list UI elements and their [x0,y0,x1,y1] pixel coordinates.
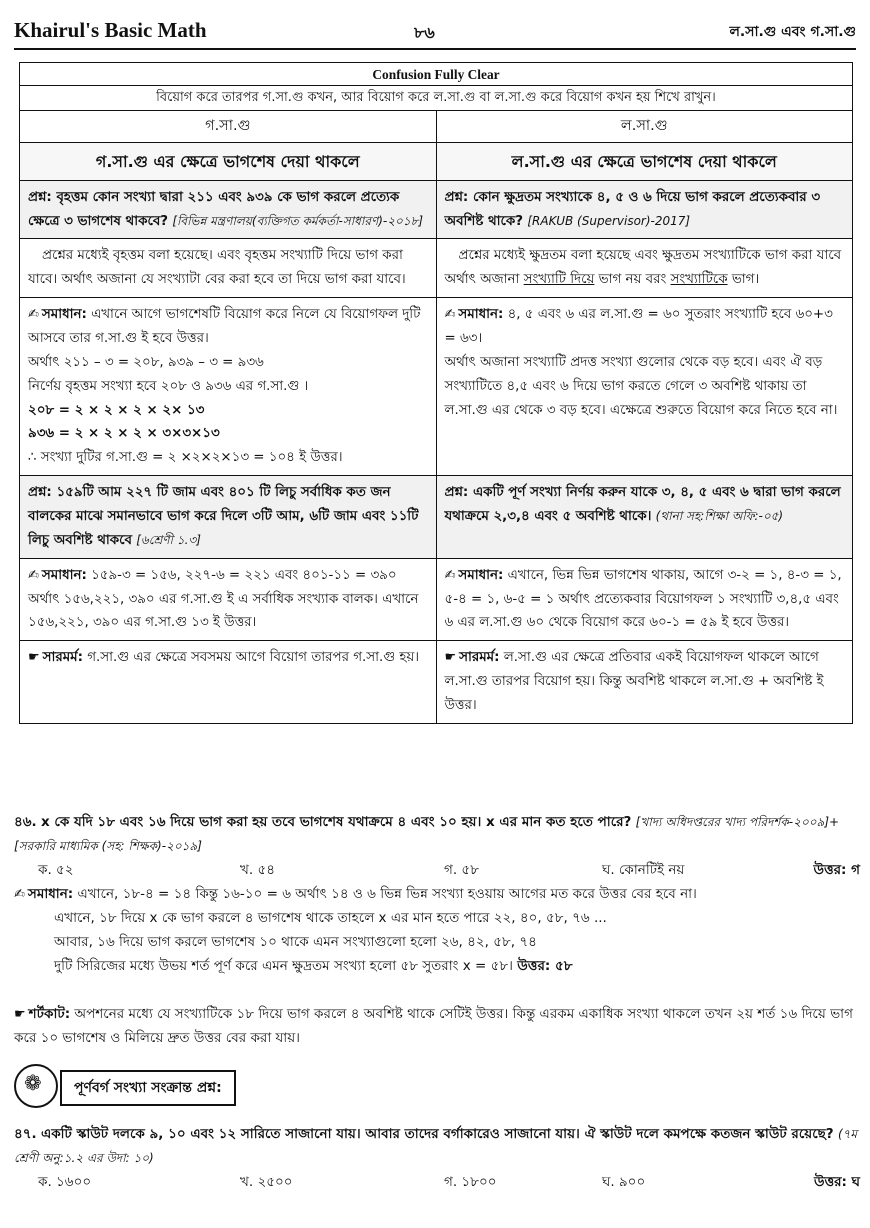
solution-line [14,954,860,978]
question-source: [RAKUB (Supervisor)-2017] [527,213,691,228]
solution-label: সমাধান: [41,567,87,583]
question-source: [খাদ্য অধিদপ্তরের খাদ্য পরিদর্শক-২০০৯]+[সরকারি মাধ্যমিক (সহ: শিক্ষক)-২০১৯] [14,815,840,854]
pointing-hand-icon: ☛ [444,650,457,666]
solution-line: আবার, ১৬ দিয়ে ভাগ করলে ভাগশেষ ১০ থাকে এমন সংখ্যাগুলো হলো ২৬, ৪২, ৫৮, ৭৪ [54,934,537,951]
page-number: ৮৬ [414,23,435,42]
chapter-title: ল.সা.গু এবং গ.সা.গু [729,24,856,40]
solution-text: এখানে আগে ভাগশেষটি বিয়োগ করে নিলে যে বিয়োগফল দুটি আসবে তার গ.সা.গু ই হবে উত্তর। [28,307,421,346]
lcm-solution-2 [436,558,853,641]
gcd-explanation [20,239,437,298]
solution-line: অর্থাৎ ২১১ – ৩ = ২০৮, ৯৩৯ – ৩ = ৯৩৬ [28,354,264,370]
lcm-solution-1 [436,298,853,476]
lcm-column-header: ল.সা.গু [436,111,853,142]
option-c: গ. ১৮০০ [444,1174,497,1191]
gcd-subheader: গ.সা.গু এর ক্ষেত্রে ভাগশেষ দেয়া থাকলে [20,142,437,180]
page-header [14,18,856,46]
explanation-part: ভাগ। [727,272,760,288]
option-a: ক. ১৬০০ [38,1174,92,1191]
solution-label: সমাধান: [458,567,504,583]
options-row [14,858,860,882]
underlined-phrase: সংখ্যাটি দিয়ে [523,272,595,288]
shortcut-block [14,1002,860,1050]
pen-icon: ✍ [14,887,25,903]
shortcut-text: অপশনের মধ্যে যে সংখ্যাটিকে ১৮ দিয়ে ভাগ করলে ৪ অবশিষ্ট থাকে সেটিই উত্তর। কিন্তু এরকম একাধিক সংখ্যা থাকলে তখন ২য় শর্ত ১৬ দিয়ে ভাগ করে ১০ ভাগশেষ ও মিলিয়ে দ্রুত উত্তর বের করা যায়। [14,1006,853,1047]
question-text: প্রশ্ন: ১৫৯টি আম ২২৭ টি জাম এবং ৪০১ টি লিচু সর্বাধিক কত জন বালকের মাঝে সমানভাবে ভাগ করে দিলে ৩টি আম, ৬টি জাম এবং ১১টি লিচু অবশিষ্ট থাকবে [28,485,419,548]
solution-text: দুটি সিরিজের মধ্যে উভয় শর্ত পূর্ণ করে এমন ক্ষুদ্রতম সংখ্যা হলো ৫৮ সুতরাং x = ৫৮। [54,958,513,975]
question-source: (থানা সহ:শিক্ষা অফি:-০৫) [655,509,784,524]
pointing-hand-icon: ☛ [28,650,40,666]
explanation-text: প্রশ্নের মধ্যেই বৃহত্তম বলা হয়েছে। এবং বৃহত্তম সংখ্যাটি দিয়ে ভাগ করা যাবে। অর্থাৎ অজানা যে সংখ্যাটা বের করা হবে তা দিয়ে ভাগ করা যাবে। [28,248,406,288]
pen-icon: ✍ [444,307,456,323]
confusion-intro: বিয়োগ করে তারপর গ.সা.গু কখন, আর বিয়োগ করে ল.সা.গু বা ল.সা.গু করে বিয়োগ কখন হয় শিখে রাখুন। [20,86,853,111]
solution-label: সমাধান: [27,886,74,903]
solution-line [28,564,428,636]
shortcut-line [14,1002,860,1050]
section-title: পূর্ণবর্গ সংখ্যা সংক্রান্ত প্রশ্ন: [60,1070,236,1106]
solution-line: ২০৮ = ২ × ২ × ২ × ২× ১৩ [28,402,205,418]
question-text: প্রশ্ন: কোন ক্ষুদ্রতম সংখ্যাকে ৪, ৫ ও ৬ দিয়ে ভাগ করলে প্রত্যেকবার ৩ অবশিষ্ট থাকে? [444,189,821,229]
explanation-part: প্রশ্নের মধ্যেই ক্ষুদ্রতম বলা হয়েছে এবং ক্ষুদ্রতম সংখ্যাটিকে ভাগ করা যাবে অর্থাৎ অজানা [444,248,842,288]
confusion-title: Confusion Fully Clear [20,63,853,86]
question-source: (৭ম শ্রেণী অনু:১.২ এর উদা: ১০) [14,1127,858,1166]
gcd-solution-1 [20,298,437,476]
gcd-solution-2 [20,558,437,641]
pen-icon: ✍ [444,567,456,583]
question-source: [বিভিন্ন মন্ত্রণালয়(ব্যক্তিগত কর্মকর্তা-সাধারণ)-২০১৮] [172,213,424,228]
option-b: খ. ৫৪ [240,862,275,879]
solution-line: এখানে, ১৮ দিয়ে x কে ভাগ করলে ৪ ভাগশেষ থাকে তাহলে x এর মান হতে পারে ২২, ৪০, ৫৮, ৭৬ ... [54,910,607,927]
lcm-question-2 [436,476,853,559]
solution-answer: উত্তর: ৫৮ [517,958,573,975]
summary-label: সারমর্ম: [42,650,83,666]
pen-icon: ✍ [28,307,39,323]
solution-text: এখানে, ১৮-৪ = ১৪ কিন্তু ১৬-১০ = ৬ অর্থাৎ ১৪ ও ৬ ভিন্ন ভিন্ন সংখ্যা হওয়ায় আগের মত করে উত্তর বের হবে না। [77,886,697,903]
gcd-column-header: গ.সা.গু [20,111,437,142]
header-rule [14,48,856,50]
solution-line [14,882,860,906]
solution-line [445,303,845,351]
lcm-subheader: ল.সা.গু এর ক্ষেত্রে ভাগশেষ দেয়া থাকলে [436,142,853,180]
explanation-text [445,244,845,292]
solution-label: সমাধান: [458,307,504,323]
question-text: প্রশ্ন: একটি পূর্ণ সংখ্যা নির্ণয় করুন যাকে ৩, ৪, ৫ এবং ৬ দ্বারা ভাগ করলে যথাক্রমে ২,৩,৪ এবং ৫ অবশিষ্ট থাকে। [444,485,841,525]
option-c: গ. ৫৮ [444,862,479,879]
question-text: একটি স্কাউট দলকে ৯, ১০ এবং ১২ সারিতে সাজানো যায়। আবার তাদের বর্গাকারেও সাজানো যায়। ঐ স্কাউট দলে কমপক্ষে কতজন স্কাউট রয়েছে? [40,1126,834,1142]
underlined-phrase: সংখ্যাটিকে [670,272,728,288]
question-number: ৪৬. [14,814,37,830]
question-46 [14,810,860,978]
question-text: প্রশ্ন: বৃহত্তম কোন সংখ্যা দ্বারা ২১১ এবং ৯৩৯ কে ভাগ করলে প্রত্যেক ক্ষেত্রে ৩ ভাগশেষ থাকবে? [28,189,400,229]
emblem [14,1064,58,1108]
explanation-part: ভাগ নয় বরং [594,272,671,288]
question-number: ৪৭. [14,1126,37,1142]
solution-label: সমাধান: [41,307,87,323]
options-row [14,1170,860,1194]
solution-line: অর্থাৎ অজানা সংখ্যাটি প্রদত্ত সংখ্যা গুলোর থেকে বড় হবে। এবং ঐ বড় সংখ্যাটিতে ৪,৫ এবং ৬ দিয়ে ভাগ করতে গেলে ৩ অবশিষ্ট থাকায় তা ল.সা.গু এর থেকে ৩ বড় হবে। এক্ষেত্রে শুরুতে বিয়োগ করে নিতে হবে না। [444,354,838,418]
book-title: Khairul's Basic Math [14,18,207,42]
summary-label: সারমর্ম: [459,650,500,666]
confusion-table [19,62,853,724]
gcd-question-1 [20,180,437,239]
solution-text: ৪, ৫ এবং ৬ এর ল.সা.গু = ৬০ সুতরাং সংখ্যাটি হবে ৬০+৩ = ৬৩। [444,307,833,346]
gcd-summary [20,641,437,724]
summary-line [28,646,428,670]
lcm-summary [436,641,853,724]
summary-line [445,646,845,718]
option-a: ক. ৫২ [38,862,74,879]
question-47 [14,1122,860,1194]
question-line [14,810,860,858]
option-d: ঘ. ৯০০ [602,1174,646,1191]
section-heading [14,1064,282,1104]
question-line [14,1122,860,1170]
lcm-question-1 [436,180,853,239]
solution-text: এখানে, ভিন্ন ভিন্ন ভাগশেষ থাকায়, আগে ৩-২ = ১, ৪-৩ = ১, ৫-৪ = ১, ৬-৫ = ১ অর্থাৎ প্রত্যেকবার বিয়োগফল ১ সংখ্যাটি ৩,৪,৫ এবং ৬ এর ল.সা.গু ৬০ থেকে বিয়োগ করে ৬০-১ = ৫৯ ই হবে উত্তর। [444,567,842,631]
shortcut-label: শর্টকাট: [28,1006,71,1022]
solution-line [445,564,845,636]
answer: উত্তর: ঘ [813,1174,860,1191]
solution-line [28,303,428,351]
gcd-question-2 [20,476,437,559]
solution-line: নির্ণেয় বৃহত্তম সংখ্যা হবে ২০৮ ও ৯৩৬ এর গ.সা.গু । [28,378,309,394]
option-d: ঘ. কোনটিই নয় [602,862,685,879]
option-b: খ. ২৫০০ [240,1174,293,1191]
answer: উত্তর: গ [813,862,860,879]
pointing-hand-icon: ☛ [14,1007,26,1022]
summary-text: ল.সা.গু এর ক্ষেত্রে প্রতিবার একই বিয়োগফল থাকলে আগে ল.সা.গু তারপর বিয়োগ হয়। কিন্তু অবশিষ্ট থাকলে ল.সা.গু + অবশিষ্ট ই উত্তর। [444,650,824,714]
summary-text: গ.সা.গু এর ক্ষেত্রে সবসময় আগে বিয়োগ তারপর গ.সা.গু হয়। [87,650,420,666]
solution-text: ১৫৯-৩ = ১৫৬, ২২৭-৬ = ২২১ এবং ৪০১-১১ = ৩৯০ অর্থাৎ ১৫৬,২২১, ৩৯০ এর গ.সা.গু ই এ সর্বাধিক সংখ্যাক বালক। এখানে ১৫৬,২২১, ৩৯০ এর গ.সা.গু ১৩ ই উত্তর। [28,567,419,631]
solution-line: ∴ সংখ্যা দুটির গ.সা.গু = ২ ×২×২×১৩ = ১০৪ ই উত্তর। [28,450,343,466]
flower-icon: ❁ [24,1071,42,1095]
solution-line: ৯৩৬ = ২ × ২ × ২ × ৩×৩×১৩ [28,426,220,442]
question-source: [৬শ্রেণী ১.৩] [136,532,201,547]
lcm-explanation [436,239,853,298]
pen-icon: ✍ [28,567,39,583]
question-text: x কে যদি ১৮ এবং ১৬ দিয়ে ভাগ করা হয় তবে ভাগশেষ যথাক্রমে ৪ এবং ১০ হয়। x এর মান কত হতে পারে? [40,814,632,830]
